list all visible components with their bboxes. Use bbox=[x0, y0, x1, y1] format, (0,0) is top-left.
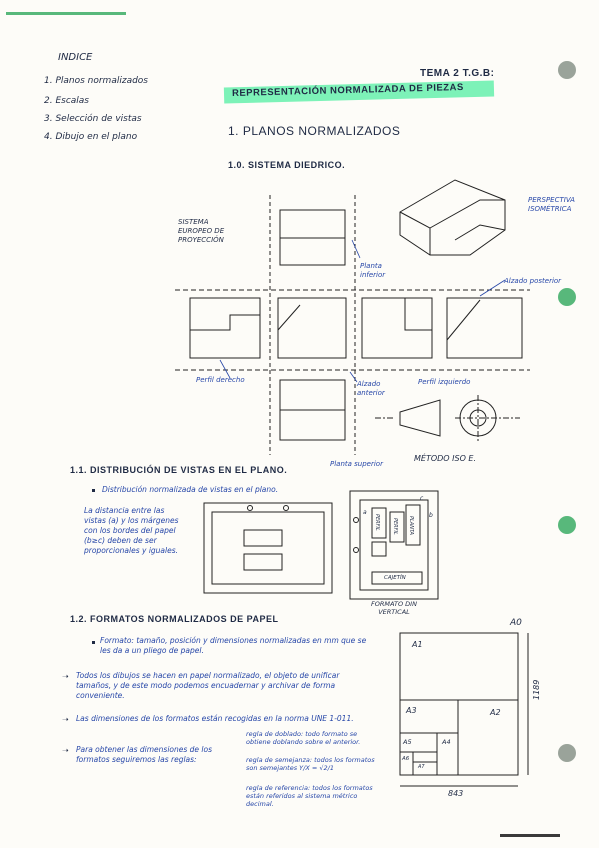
formato-din-label: FORMATO DIN VERTICAL bbox=[371, 600, 417, 616]
section-1-0-title: 1.0. SISTEMA DIEDRICO. bbox=[228, 160, 346, 170]
index-item-4: 4. Dibujo en el plano bbox=[44, 132, 138, 142]
index-item-2: 2. Escalas bbox=[44, 96, 89, 106]
binder-hole-4 bbox=[558, 744, 576, 762]
label-sistema-europeo: SISTEMA EUROPEO DE PROYECCIÓN bbox=[178, 218, 225, 244]
bullet-dot bbox=[92, 489, 95, 492]
index-title: INDICE bbox=[58, 52, 93, 63]
box-label-cajetin: CAJETÍN bbox=[384, 575, 406, 581]
binder-hole-2 bbox=[558, 288, 576, 306]
tema-label: TEMA 2 T.G.B: bbox=[420, 68, 495, 79]
label-perfil-izquierdo: Perfil izquierdo bbox=[418, 378, 471, 386]
label-planta-inferior: Planta inferior bbox=[360, 262, 386, 279]
box-label-a: a bbox=[363, 509, 367, 516]
section-1-1-note: La distancia entre las vistas (a) y los márgenes con los bordes del papel (b≥c) deben de ser proporcionales y iguales. bbox=[84, 506, 179, 555]
format-a2: A2 bbox=[490, 708, 501, 717]
main-title: REPRESENTACIÓN NORMALIZADA DE PIEZAS bbox=[231, 81, 464, 100]
label-alzado-anterior: Alzado anterior bbox=[357, 380, 385, 397]
label-perfil-derecho: Perfil derecho bbox=[196, 376, 245, 384]
box-label-c: c bbox=[420, 495, 424, 502]
section-1-2-title: 1.2. FORMATOS NORMALIZADOS DE PAPEL bbox=[70, 614, 279, 624]
section-1-2-arrow1: Todos los dibujos se hacen en papel normalizado, el objeto de unificar tamaños, y de este modo podemos encuadernar y archivar de forma conveniente. bbox=[76, 671, 340, 700]
format-a0: A0 bbox=[510, 618, 522, 628]
box-label-perfil-1: PERFIL bbox=[374, 514, 380, 531]
top-green-tab bbox=[6, 12, 126, 15]
dimension-height: 1189 bbox=[532, 679, 541, 700]
rule-doblado: regla de doblado: todo formato se obtiene doblando sobre el anterior. bbox=[246, 730, 361, 746]
format-a4: A4 bbox=[442, 738, 451, 746]
index-item-1: 1. Planos normalizados bbox=[44, 76, 148, 86]
section-1-1-bullet: Distribución normalizada de vistas en el plano. bbox=[102, 485, 279, 494]
format-a1: A1 bbox=[412, 640, 423, 649]
index-item-3: 3. Selección de vistas bbox=[44, 114, 142, 124]
arrow-icon-3: ➝ bbox=[62, 746, 69, 755]
section-1-1-title: 1.1. DISTRIBUCIÓN DE VISTAS EN EL PLANO. bbox=[70, 465, 288, 475]
label-planta-superior: Planta superior bbox=[330, 460, 383, 468]
label-alzado-posterior: Alzado posterior bbox=[504, 277, 562, 285]
arrow-icon-1: ➝ bbox=[62, 672, 69, 681]
dimension-width: 843 bbox=[448, 789, 464, 798]
section-1-2-bullet: Formato: tamaño, posición y dimensiones normalizadas en mm que se les da a un pliego de papel. bbox=[100, 636, 367, 655]
box-label-b: b bbox=[429, 512, 433, 519]
format-a7: A7 bbox=[418, 764, 425, 770]
label-perspectiva: PERSPECTIVA ISOMÉTRICA bbox=[528, 196, 575, 213]
binder-hole-1 bbox=[558, 61, 576, 79]
rule-referencia: regla de referencia: todos los formatos están referidos al sistema métrico decimal. bbox=[246, 784, 373, 808]
format-a6: A6 bbox=[402, 756, 410, 762]
bottom-mark bbox=[500, 834, 560, 837]
section-1-title: 1. PLANOS NORMALIZADOS bbox=[228, 124, 401, 138]
format-a3: A3 bbox=[406, 706, 417, 715]
section-1-2-arrow2: Las dimensiones de los formatos están recogidas en la norma UNE 1-011. bbox=[76, 714, 354, 723]
box-label-perfil-2: PERFIL bbox=[392, 518, 398, 535]
format-a5: A5 bbox=[403, 738, 412, 746]
arrow-icon-2: ➝ bbox=[62, 715, 69, 724]
section-1-2-arrow3: Para obtener las dimensiones de los formatos seguiremos las reglas: bbox=[76, 745, 212, 764]
box-label-planta: PLANTA bbox=[408, 516, 414, 535]
binder-hole-3 bbox=[558, 516, 576, 534]
bullet-dot-2 bbox=[92, 641, 95, 644]
rule-semejanza: regla de semejanza: todos los formatos son semejantes Y/X = √2/1 bbox=[246, 756, 375, 772]
label-metodo-iso: MÉTODO ISO E. bbox=[414, 454, 477, 463]
